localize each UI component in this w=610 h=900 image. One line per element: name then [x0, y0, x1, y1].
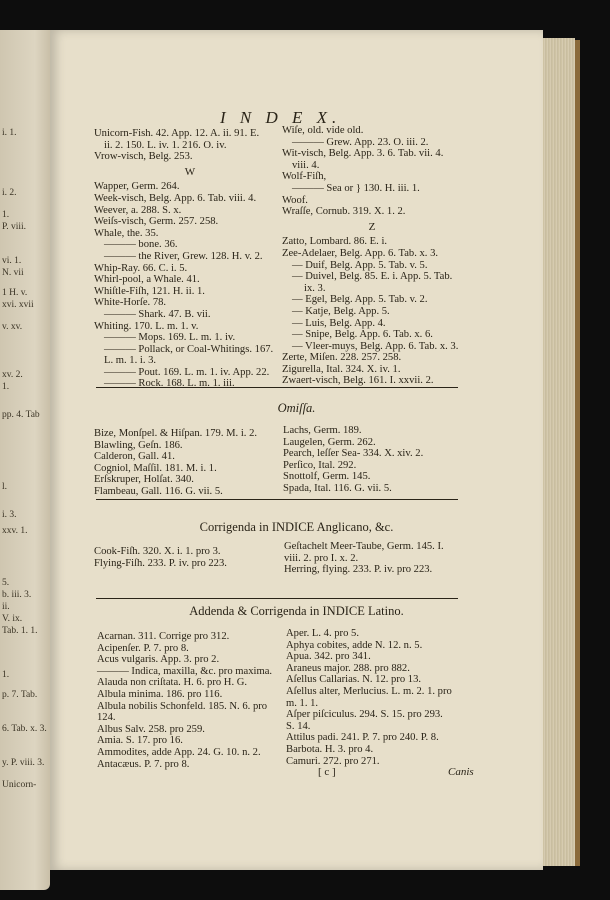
- index-entry: Wolf-Fiſh,: [282, 171, 327, 183]
- index-entry: ix. 3.: [304, 282, 326, 294]
- index-entry: S. 14.: [286, 720, 311, 732]
- index-entry: — Egel, Belg. App. 5. Tab. v. 2.: [292, 294, 428, 306]
- index-entry: ——— Rock. 168. L. m. 1. iii.: [104, 378, 235, 390]
- index-entry: Zerte, Miſen. 228. 257. 258.: [282, 352, 402, 364]
- index-entry: Zigurella, Ital. 324. X. iv. 1.: [282, 363, 401, 375]
- left-page-fragment: xv. 2.: [2, 370, 23, 380]
- index-entry: Acus vulgaris. App. 3. pro 2.: [97, 654, 220, 666]
- index-entry: — Snipe, Belg. App. 6. Tab. x. 6.: [292, 329, 433, 341]
- index-entry: — Vleer-muys, Belg. App. 6. Tab. x. 3.: [292, 340, 459, 352]
- left-page-fragment: Tab. 1. 1.: [2, 626, 38, 636]
- left-page-fragment: y. P. viii. 3.: [2, 758, 45, 768]
- index-entry: Weever, a. 288. S. x.: [94, 204, 182, 216]
- left-page-fragment: 1.: [2, 382, 10, 392]
- index-entry: Albula nobilis Schonfeld. 185. N. 6. pro: [97, 700, 268, 712]
- index-entry: Whale, the. 35.: [94, 227, 159, 239]
- left-page-fragment: l.: [2, 482, 8, 492]
- index-entry: L. m. 1. i. 3.: [104, 355, 157, 367]
- index-entry: Aſper piſciculus. 294. S. 15. pro 293.: [286, 709, 443, 721]
- index-entry: Whip-Ray. 66. C. i. 5.: [94, 262, 188, 274]
- index-entry: ——— Indica, maxilla, &c. pro maxima.: [97, 665, 273, 677]
- left-page-fragment: p. 7. Tab.: [2, 690, 38, 700]
- index-entry: ii. 2. 150. L. iv. 1. 216. O. iv.: [104, 139, 227, 151]
- index-entry: Flambeau, Gall. 116. G. vii. 5.: [94, 485, 223, 497]
- index-entry: Flying-Fiſh. 233. P. iv. pro 223.: [94, 557, 227, 569]
- index-column-left: [94, 128, 286, 390]
- left-page-fragment: 5.: [2, 578, 10, 588]
- left-page-fragment: 1 H. v.: [2, 288, 28, 298]
- index-entry: Aſellus alter, Merlucius. L. m. 2. 1. pro: [286, 685, 452, 697]
- section-rule: [96, 499, 458, 500]
- index-entry: ——— Pollack, or Coal-Whitings. 167.: [104, 343, 274, 355]
- index-entry: Wraſſe, Cornub. 319. X. 1. 2.: [282, 206, 406, 218]
- index-entry: ——— Mops. 169. L. m. 1. iv.: [104, 332, 236, 344]
- corrigenda-heading: Corrigenda in INDICE Anglicano, &c.: [199, 520, 394, 534]
- index-entry: Antacæus. P. 7. pro 8.: [97, 758, 190, 770]
- index-entry: Zwaert-visch, Belg. 161. I. xxvii. 2.: [282, 375, 434, 387]
- index-entry: Acipenſer. P. 7. pro 8.: [97, 642, 189, 654]
- index-entry: Wiſe, old. vide old.: [282, 125, 364, 136]
- index-entry: ——— Pout. 169. L. m. 1. iv. App. 22.: [104, 366, 270, 378]
- index-entry: Zatto, Lombard. 86. E. i.: [282, 236, 388, 248]
- catchword: Canis: [448, 766, 474, 778]
- addenda-column-left: [97, 631, 282, 770]
- page-stack-edge: [543, 38, 575, 866]
- index-entry: Acarnan. 311. Corrige pro 312.: [97, 631, 230, 642]
- omissa-column-right: [283, 425, 461, 495]
- index-entry: Amia. S. 17. pro 16.: [97, 735, 183, 747]
- index-entry: Aphya cobites, adde N. 12. n. 5.: [286, 639, 423, 651]
- index-entry: Vrow-visch, Belg. 253.: [94, 151, 193, 163]
- index-entry: Araneus major. 288. pro 882.: [286, 662, 410, 674]
- section-rule: [96, 598, 458, 599]
- index-entry: Aper. L. 4. pro 5.: [286, 628, 359, 639]
- index-entry: Erſskruper, Holſat. 340.: [94, 474, 194, 486]
- index-entry: ——— bone. 36.: [104, 239, 178, 251]
- addenda-column-right: [286, 628, 466, 767]
- index-entry: Pearch, leſſer Sea- 334. X. xiv. 2.: [283, 448, 424, 460]
- index-entry: Whirl-pool, a Whale. 41.: [94, 274, 200, 286]
- left-page-fragment: vi. 1.: [2, 256, 22, 266]
- index-entry: Ammodites, adde App. 24. G. 10. n. 2.: [97, 746, 261, 758]
- corrigenda-column-left: [94, 546, 279, 569]
- index-entry: — Luis, Belg. App. 4.: [292, 317, 386, 329]
- left-page-fragment: i. 2.: [2, 188, 17, 198]
- omissa-heading: Omiſſa.: [277, 401, 316, 415]
- corrigenda-column-right: [284, 541, 462, 576]
- index-entry: Cook-Fiſh. 320. X. i. 1. pro 3.: [94, 546, 221, 557]
- left-page-edge: [0, 30, 50, 890]
- index-entry: ——— the River, Grew. 128. H. v. 2.: [104, 250, 263, 262]
- left-page-fragment: b. iii. 3.: [2, 590, 32, 600]
- index-entry: Whiting. 170. L. m. 1. v.: [94, 320, 199, 332]
- index-entry: W: [184, 165, 196, 178]
- left-page-fragment: i. 1.: [2, 128, 17, 138]
- index-entry: ——— Shark. 47. B. vii.: [104, 308, 211, 320]
- index-entry: Lachs, Germ. 189.: [283, 425, 362, 436]
- page-title: I N D E X.: [220, 108, 342, 127]
- index-entry: Woof.: [282, 194, 308, 206]
- left-page-fragment: xxv. 1.: [2, 526, 28, 536]
- index-entry: Aſellus Callarias. N. 12. pro 13.: [286, 674, 422, 686]
- index-entry: Perſico, Ital. 292.: [283, 459, 357, 471]
- index-entry: viii. 2. pro I. x. 2.: [284, 552, 359, 564]
- left-page-fragment: v. xv.: [2, 322, 23, 332]
- index-entry: Bize, Monſpel. & Hiſpan. 179. M. i. 2.: [94, 428, 258, 439]
- left-page-fragment: Unicorn-: [2, 780, 37, 790]
- left-page-fragment: xvi. xvii: [2, 300, 34, 310]
- left-page-fragment: N. vii: [2, 268, 24, 278]
- left-page-fragment: V. ix.: [2, 614, 23, 624]
- index-entry: Unicorn-Fish. 42. App. 12. A. ii. 91. E.: [94, 128, 260, 139]
- index-entry: Cogniol, Maſſil. 181. M. i. 1.: [94, 462, 217, 474]
- index-entry: Wit-visch, Belg. App. 3. 6. Tab. vii. 4.: [282, 148, 444, 160]
- index-entry: viii. 4.: [292, 159, 320, 171]
- index-entry: Camuri. 272. pro 271.: [286, 755, 380, 767]
- omissa-column-left: [94, 428, 279, 498]
- index-entry: m. 1. 1.: [286, 697, 319, 709]
- index-entry: Albula minima. 186. pro 116.: [97, 688, 223, 700]
- index-entry: Weiſs-visch, Germ. 257. 258.: [94, 216, 219, 228]
- index-entry: Blawling, Geſn. 186.: [94, 439, 183, 451]
- index-entry: Wapper, Germ. 264.: [94, 181, 180, 193]
- index-entry: Attilus padi. 241. P. 7. pro 240. P. 8.: [286, 732, 439, 744]
- left-page-fragment: pp. 4. Tab: [2, 410, 40, 420]
- left-page-fragment: ii.: [2, 602, 10, 612]
- index-entry: Geſtachelt Meer-Taube, Germ. 145. I.: [284, 541, 444, 552]
- signature-mark: [ c ]: [318, 766, 336, 778]
- index-entry: 124.: [97, 712, 116, 724]
- index-entry: Alauda non criſtata. H. 6. pro H. G.: [97, 677, 248, 689]
- index-entry: Laugelen, Germ. 262.: [283, 436, 376, 448]
- addenda-heading: Addenda & Corrigenda in INDICE Latino.: [189, 604, 404, 618]
- index-entry: Albus Salv. 258. pro 259.: [97, 723, 205, 735]
- index-entry: Z: [368, 220, 376, 233]
- index-entry: Zee-Adelaer, Belg. App. 6. Tab. x. 3.: [282, 247, 439, 259]
- index-entry: — Duivel, Belg. 85. E. i. App. 5. Tab.: [292, 271, 453, 283]
- index-entry: ——— Sea or } 130. H. iii. 1.: [292, 182, 420, 194]
- left-page-fragment: P. viii.: [2, 222, 27, 232]
- index-entry: Spada, Ital. 116. G. vii. 5.: [283, 482, 392, 494]
- index-entry: Whiſtle-Fiſh, 121. H. ii. 1.: [94, 285, 205, 297]
- section-rule: [96, 387, 458, 388]
- index-entry: — Katje, Belg. App. 5.: [292, 305, 390, 317]
- book-cover-edge: [575, 40, 580, 866]
- index-entry: — Duif, Belg. App. 5. Tab. v. 5.: [292, 259, 428, 271]
- index-entry: Herring, flying. 233. P. iv. pro 223.: [284, 564, 433, 576]
- left-page-fragment: 6. Tab. x. 3.: [2, 724, 47, 734]
- index-entry: Calderon, Gall. 41.: [94, 451, 175, 463]
- index-entry: White-Horſe. 78.: [94, 297, 167, 309]
- index-entry: Snottolf, Germ. 145.: [283, 471, 371, 483]
- index-column-right: [282, 125, 462, 387]
- index-entry: Apua. 342. pro 341.: [286, 651, 371, 663]
- index-entry: ——— Grew. App. 23. O. iii. 2.: [292, 136, 429, 148]
- index-entry: Barbota. H. 3. pro 4.: [286, 743, 374, 755]
- index-entry: Week-visch, Belg. App. 6. Tab. viii. 4.: [94, 192, 257, 204]
- left-page-fragment: 1.: [2, 210, 10, 220]
- left-page-fragment: i. 3.: [2, 510, 17, 520]
- left-page-fragment: 1.: [2, 670, 10, 680]
